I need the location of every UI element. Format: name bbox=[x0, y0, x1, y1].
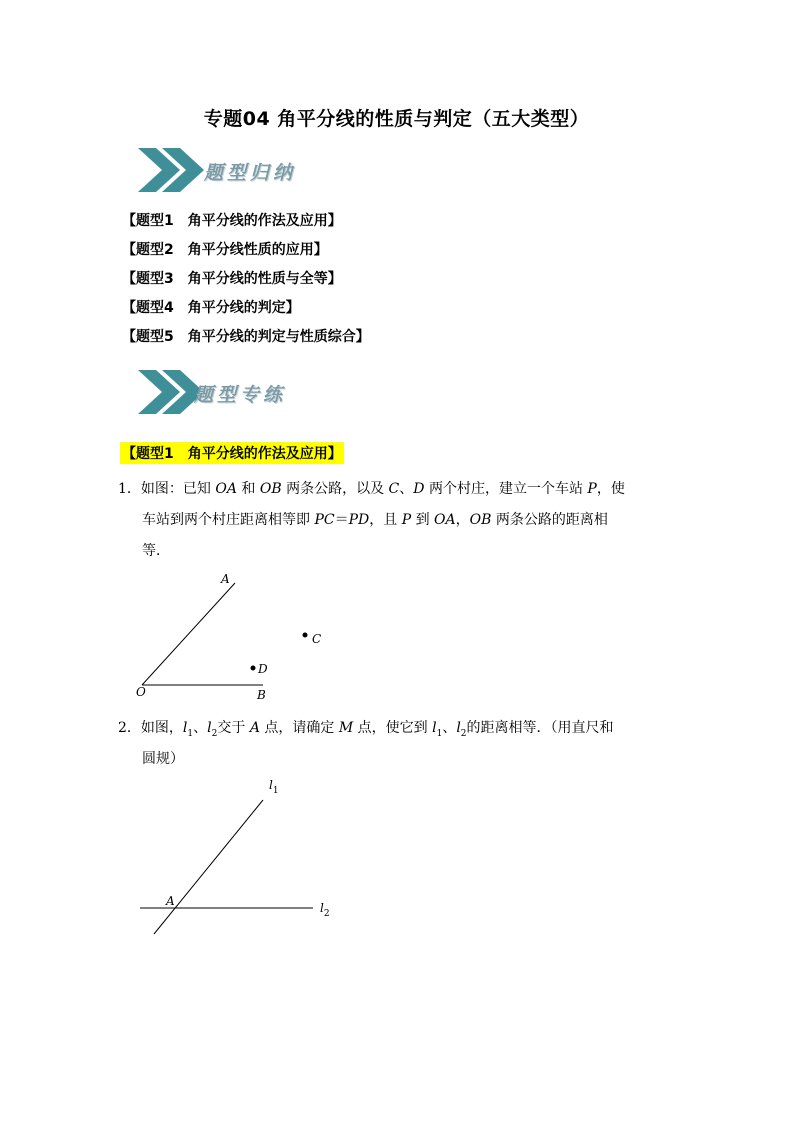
question-2-line-1: 2．如图，$l_1$、$l_2$交于 A 点，请确定 M 点，使它到 $l_1$、$l_2$的距离相等．（用直尺和 bbox=[118, 720, 614, 739]
section-heading-highlight: 【题型1 角平分线的作法及应用】 bbox=[120, 442, 344, 464]
ray-oa bbox=[142, 583, 235, 685]
figure-intersecting-lines bbox=[130, 772, 350, 942]
label-d: D bbox=[258, 662, 268, 676]
label-l1: $l_1$ bbox=[269, 778, 279, 796]
toc-item: 【题型4 角平分线的判定】 bbox=[122, 300, 300, 316]
banner-practice-text: 题型专练 bbox=[194, 384, 287, 406]
section-banner-summary bbox=[134, 144, 314, 204]
toc-item: 【题型3 角平分线的性质与全等】 bbox=[122, 271, 342, 287]
label-c: C bbox=[312, 632, 322, 646]
question-1-line-1: 1．如图：已知 OA 和 OB 两条公路，以及 C、D 两个村庄，建立一个车站 P，使 bbox=[118, 481, 625, 497]
label-a: A bbox=[166, 894, 175, 908]
question-1-line-3: 等． bbox=[142, 543, 170, 559]
toc-item: 【题型2 角平分线性质的应用】 bbox=[122, 242, 328, 258]
page-title: 专题04 角平分线的性质与判定（五大类型） bbox=[203, 108, 590, 130]
toc-item: 【题型1 角平分线的作法及应用】 bbox=[122, 213, 342, 229]
label-b: B bbox=[257, 688, 266, 702]
line-l1 bbox=[154, 800, 263, 934]
section-banner-practice bbox=[134, 366, 314, 426]
question-2-line-2: 圆规） bbox=[142, 751, 184, 767]
label-o: O bbox=[136, 685, 146, 699]
figure-angle-aob bbox=[120, 565, 360, 710]
banner-summary-text: 题型归纳 bbox=[204, 162, 297, 184]
label-a: A bbox=[221, 572, 230, 586]
point-c bbox=[303, 633, 308, 638]
toc-item: 【题型5 角平分线的判定与性质综合】 bbox=[122, 329, 370, 345]
question-1-line-2: 车站到两个村庄距离相等即 PC＝PD，且 P 到 OA，OB 两条公路的距离相 bbox=[142, 512, 608, 528]
label-l2: $l_2$ bbox=[320, 901, 330, 919]
point-d bbox=[251, 666, 256, 671]
